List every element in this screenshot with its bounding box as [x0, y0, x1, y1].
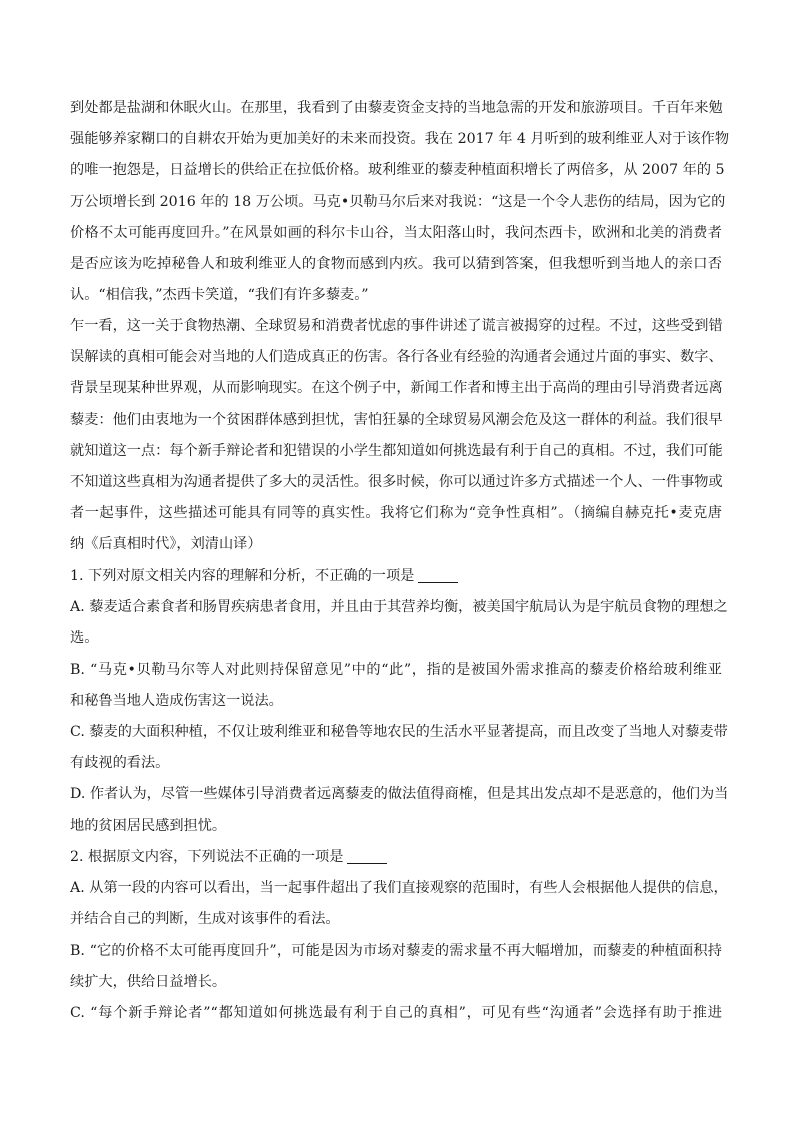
option-b-line: B. “马克•贝勒马尔等人对此则持保留意见”中的“此”，指的是被国外需求推高的藜麦价格给玻利维亚 [70, 661, 722, 678]
question-2 [70, 842, 728, 1029]
option-b-line: 和秘鲁当地人造成伤害这一说法。 [70, 692, 283, 709]
option-d-line: 地的贫困居民感到担忧。 [70, 817, 227, 834]
text-line: 者一起事件，这些描述可能具有同等的真实性。我将它们称为“竞争性真相”。（摘编自赫克托•麦克唐 [70, 505, 722, 522]
question-stem-text: 2. 根据原文内容，下列说法不正确的一项是 [70, 849, 344, 865]
question-1 [70, 561, 729, 842]
option-a-line: A. 从第一段的内容可以看出，当一起事件超出了我们直接观察的范围时，有些人会根据他人提供的信息， [70, 880, 728, 897]
option-c-line: 有歧视的看法。 [70, 755, 170, 772]
option-b-line: 续扩大，供给日益增长。 [70, 973, 227, 990]
text-line: 是否应该为吃掉秘鲁人和玻利维亚人的食物而感到内疚。我可以猜到答案，但我想听到当地人的亲口否 [70, 255, 722, 272]
answer-blank[interactable] [418, 568, 458, 583]
question-stem-text: 1. 下列对原文相关内容的理解和分析，不正确的一项是 [70, 568, 415, 584]
text-line: 到处都是盐湖和休眠火山。在那里，我看到了由藜麦资金支持的当地急需的开发和旅游项目。千百年来勉 [70, 100, 723, 116]
text-line: 认。“相信我，”杰西卡笑道，“我们有许多藜麦。” [70, 287, 369, 304]
option-c-line: C. 藜麦的大面积种植，不仅让玻利维亚和秘鲁等地农民的生活水平显著提高，而且改变了当地人对藜麦带 [70, 723, 728, 740]
text-line: 纳《后真相时代》，刘清山译） [70, 536, 262, 553]
option-a-line: A. 藜麦适合素食者和肠胃疾病患者食用，并且由于其营养均衡，被美国宇航局认为是宇航员食物的理想之 [70, 599, 728, 616]
passage-paragraph [70, 311, 722, 561]
text-line: 的唯一抱怨是，日益增长的供给正在拉低价格。玻利维亚的藜麦种植面积增长了两倍多，从 2007 年的 5 [70, 162, 725, 179]
option-a-line: 并结合自己的判断，生成对该事件的看法。 [70, 911, 340, 928]
text-line: 背景呈现某种世界观，从而影响现实。在这个例子中，新闻工作者和博主出于高尚的理由引导消费者远离 [70, 380, 723, 397]
text-line: 就知道这一点：每个新手辩论者和犯错误的小学生都知道如何挑选最有利于自己的真相。不过，我们可能 [70, 442, 723, 459]
option-d-line: D. 作者认为，尽管一些媒体引导消费者远离藜麦的做法值得商榷，但是其出发点却不是恶意的，他们为当 [70, 786, 729, 803]
question-stem [70, 561, 722, 592]
option-c-line: C. “每个新手辩论者”“都知道如何挑选最有利于自己的真相”，可见有些“沟通者”会选择有助于推进 [70, 1004, 722, 1021]
passage-paragraph-continued [70, 93, 730, 311]
text-line: 藜麦：他们由衷地为一个贫困群体感到担忧，害怕狂暴的全球贸易风潮会危及这一群体的利益。我们很早 [70, 411, 723, 428]
option-a-line: 选。 [70, 630, 99, 647]
text-line: 强能够养家糊口的自耕农开始为更加美好的未来而投资。我在 2017 年 4 月听到的玻利维亚人对于该作物 [70, 131, 730, 148]
text-line: 万公顷增长到 2016 年的 18 万公顷。马克•贝勒马尔后来对我说：“这是一个令人悲伤的结局，因为它的 [70, 193, 726, 210]
text-line: 价格不太可能再度回升。”在风景如画的科尔卡山谷，当太阳落山时，我问杰西卡，欧洲和北美的消费者 [70, 224, 722, 241]
text-line: 不知道这些真相为沟通者提供了多大的灵活性。很多时候，你可以通过许多方式描述一个人、一件事物或 [70, 473, 723, 490]
text-line: 乍一看，这一关于食物热潮、全球贸易和消费者忧虑的事件讲述了谎言被揭穿的过程。不过，这些受到错 [70, 318, 723, 334]
text-line: 误解读的真相可能会对当地的人们造成真正的伤害。各行各业有经验的沟通者会通过片面的事实、数字、 [70, 349, 723, 366]
answer-blank[interactable] [347, 849, 387, 864]
option-b-line: B. “它的价格不太可能再度回升”，可能是因为市场对藜麦的需求量不再大幅增加，而藜麦的种植面积持 [70, 942, 722, 959]
question-stem [70, 842, 722, 873]
